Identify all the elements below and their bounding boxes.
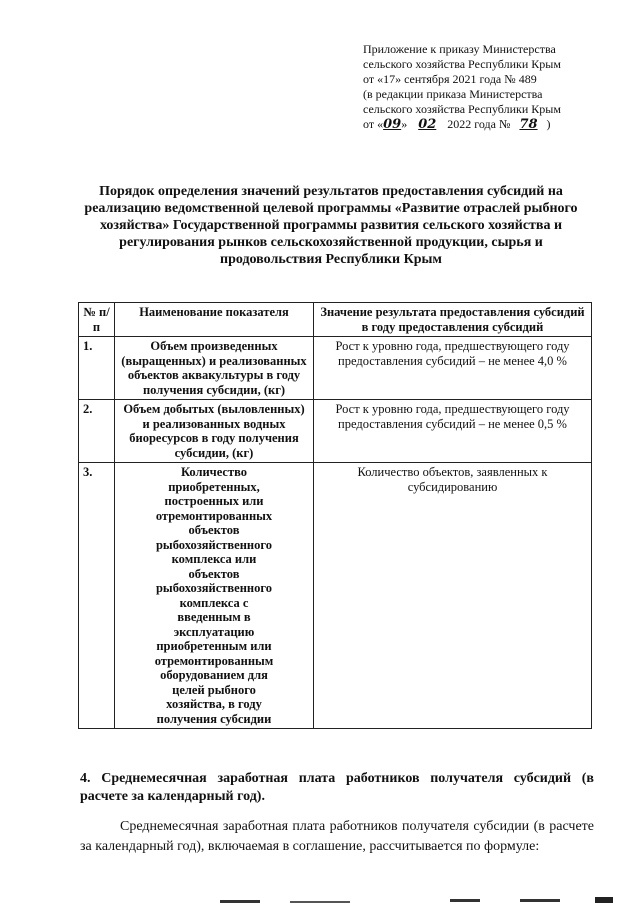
header-line: сельского хозяйства Республики Крым bbox=[363, 102, 561, 116]
indicator-value: Рост к уровню года, предшествующего году предоставления субсидий – не менее 4,0 % bbox=[314, 337, 592, 400]
handwritten-month: 02 bbox=[418, 117, 437, 132]
table-row bbox=[79, 400, 592, 463]
document-header bbox=[363, 42, 623, 132]
handwritten-day: 09 bbox=[383, 117, 402, 132]
indicator-name: Количество приобретенных, построенных или отремонтированных объектов рыбохозяйственного комплекса или объектов рыбохозяйственного комплекса с введенным в эксплуатацию приобретенным или отремонтированным оборудованием для целей рыбного хозяйства, в году получения субсидии bbox=[115, 463, 314, 729]
section-4-heading: 4. Среднемесячная заработная плата работников получателя субсидий (в расчете за календарный год). bbox=[80, 771, 594, 804]
year-text: 2022 года № bbox=[444, 117, 514, 131]
handwritten-number: 78 bbox=[519, 117, 538, 132]
document-title: Порядок определения значений результатов предоставления субсидий на реализацию ведомственной целевой программы «Развитие отраслей рыбного хозяйства» Государственной программы развития сельского хозяйства и регулирования рынков сельскохозяйственной продукции, сырья и продовольствия Республики Крым bbox=[84, 184, 578, 267]
formula-fragment bbox=[200, 894, 620, 905]
date-prefix: от « bbox=[363, 117, 384, 131]
header-line: Приложение к приказу Министерства bbox=[363, 42, 556, 56]
section-4-text: Среднемесячная заработная плата работников получателя субсидии (в расчете за календарный год), включаемая в соглашение, рассчитывается по формуле: bbox=[80, 819, 594, 854]
header-date-line bbox=[363, 117, 623, 132]
header-name: Наименование показателя bbox=[115, 303, 314, 337]
row-number: 1. bbox=[79, 337, 115, 400]
row-number: 2. bbox=[79, 400, 115, 463]
table-row bbox=[79, 337, 592, 400]
indicator-name: Объем добытых (выловленных) и реализованных водных биоресурсов в году получения субсидии, (кг) bbox=[115, 400, 314, 463]
header-line: (в редакции приказа Министерства bbox=[363, 87, 543, 101]
date-suffix: ) bbox=[543, 117, 551, 131]
indicator-value: Количество объектов, заявленных к субсидированию bbox=[314, 463, 592, 729]
results-table bbox=[78, 302, 592, 729]
header-line: сельского хозяйства Республики Крым bbox=[363, 57, 561, 71]
header-line: от «17» сентября 2021 года № 489 bbox=[363, 72, 537, 86]
indicator-name: Объем произведенных (выращенных) и реализованных объектов аквакультуры в году получения субсидии, (кг) bbox=[115, 337, 314, 400]
row-number: 3. bbox=[79, 463, 115, 729]
date-mid: » bbox=[401, 117, 411, 131]
indicator-value: Рост к уровню года, предшествующего году предоставления субсидий – не менее 0,5 % bbox=[314, 400, 592, 463]
header-num: № п/п bbox=[79, 303, 115, 337]
table-row bbox=[79, 463, 592, 729]
header-value: Значение результата предоставления субсидий в году предоставления субсидий bbox=[314, 303, 592, 337]
table-header-row bbox=[79, 303, 592, 337]
